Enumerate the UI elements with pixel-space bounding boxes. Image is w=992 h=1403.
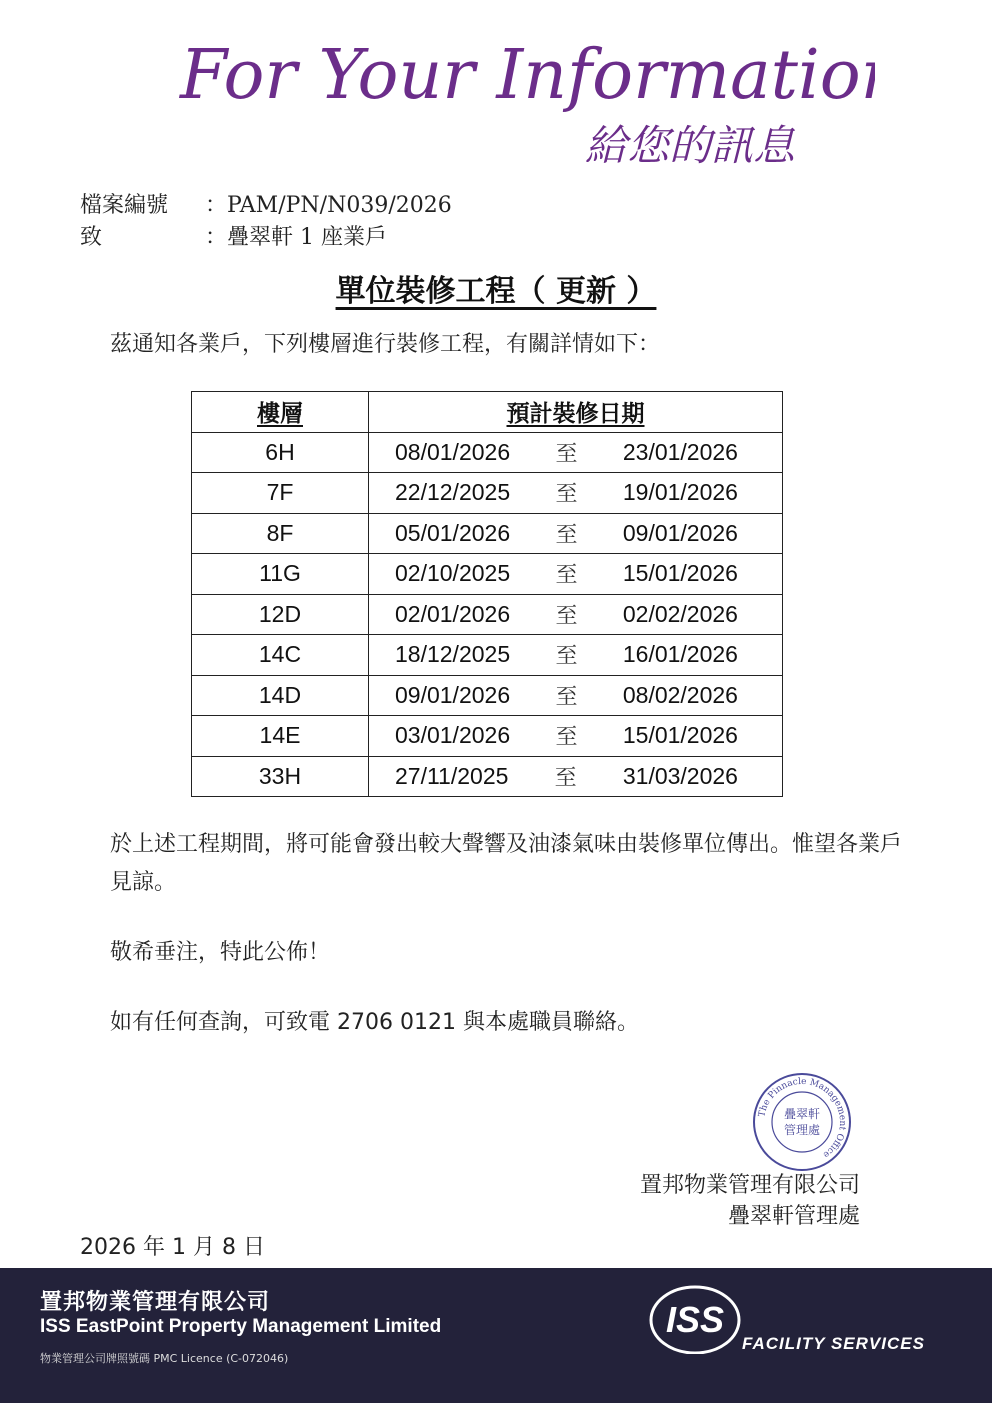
to-word: 至 xyxy=(555,563,578,589)
iss-brand-text: ISS xyxy=(665,1299,725,1340)
table-row xyxy=(192,432,783,473)
table-row xyxy=(192,716,783,757)
table-row xyxy=(192,635,783,676)
table-header-row xyxy=(192,392,783,433)
header-dates: 預計裝修日期 xyxy=(369,392,783,433)
seal-center-line1: 疊翠軒 xyxy=(783,1107,821,1121)
table-row xyxy=(192,594,783,635)
footer-company-en: ISS EastPoint Property Management Limited xyxy=(40,1316,442,1337)
ref-row xyxy=(80,190,452,222)
header-floor: 樓層 xyxy=(192,392,369,433)
table-row xyxy=(192,473,783,514)
date-range-cell xyxy=(369,554,783,595)
date-range-cell xyxy=(369,756,783,797)
table-row xyxy=(192,756,783,797)
start-date: 02/10/2025 xyxy=(395,560,511,587)
seal-ring-text: The Pinnacle Management Office xyxy=(757,1076,848,1160)
end-date: 16/01/2026 xyxy=(622,641,738,668)
floor-cell: 11G xyxy=(192,554,369,595)
renovation-schedule-table xyxy=(191,391,783,797)
floor-cell: 14C xyxy=(192,635,369,676)
attention-paragraph: 敬希垂注，特此公佈！ xyxy=(110,940,331,965)
to-word: 至 xyxy=(555,684,578,710)
start-date: 27/11/2025 xyxy=(395,762,509,789)
table-body xyxy=(192,432,783,797)
end-date: 15/01/2026 xyxy=(622,722,738,749)
ref-value: ：PAM/PN/N039/2026 xyxy=(205,193,452,218)
start-date: 02/01/2026 xyxy=(395,600,511,627)
start-date: 08/01/2026 xyxy=(395,438,511,465)
iss-logo-icon xyxy=(648,1282,743,1354)
floor-cell: 6H xyxy=(192,432,369,473)
to-value: ：疊翠軒 1 座業戶 xyxy=(205,225,387,250)
end-date: 15/01/2026 xyxy=(622,560,738,587)
table-row xyxy=(192,675,783,716)
floor-cell: 14D xyxy=(192,675,369,716)
to-word: 至 xyxy=(555,725,578,751)
enquiry-paragraph: 如有任何查詢，可致電 2706 0121 與本處職員聯絡。 xyxy=(110,1010,639,1035)
floor-cell: 33H xyxy=(192,756,369,797)
to-word: 至 xyxy=(555,522,578,548)
end-date: 23/01/2026 xyxy=(622,438,738,465)
to-row xyxy=(80,222,452,254)
signature-block xyxy=(640,1170,860,1232)
to-word: 至 xyxy=(555,603,578,629)
floor-cell: 7F xyxy=(192,473,369,514)
date-range-cell xyxy=(369,513,783,554)
for-your-information-logo xyxy=(175,18,875,173)
to-word: 至 xyxy=(555,644,578,670)
intro-text: 茲通知各業戶，下列樓層進行裝修工程，有關詳情如下： xyxy=(110,332,661,357)
floor-cell: 12D xyxy=(192,594,369,635)
to-label: 致 xyxy=(80,225,103,250)
start-date: 22/12/2025 xyxy=(395,479,511,506)
to-word: 至 xyxy=(555,482,578,508)
signature-office: 疊翠軒管理處 xyxy=(727,1204,860,1229)
start-date: 18/12/2025 xyxy=(395,641,511,668)
issue-date: 2026 年 1 月 8 日 xyxy=(80,1235,265,1260)
date-range-cell xyxy=(369,473,783,514)
seal-center-line2: 管理處 xyxy=(783,1123,821,1137)
facility-services-text: FACILITY SERVICES xyxy=(742,1334,925,1353)
end-date: 19/01/2026 xyxy=(622,479,738,506)
start-date: 05/01/2026 xyxy=(395,519,511,546)
end-date: 02/02/2026 xyxy=(622,600,738,627)
signature-company: 置邦物業管理有限公司 xyxy=(639,1173,860,1198)
logo-cn-text: 給您的訊息 xyxy=(585,121,796,170)
to-word: 至 xyxy=(555,441,578,467)
management-office-seal xyxy=(752,1072,852,1172)
logo-en-text: For Your Information xyxy=(180,36,875,115)
date-range-cell xyxy=(369,594,783,635)
notice-paragraph: 於上述工程期間，將可能會發出較大聲響及油漆氣味由裝修單位傳出。惟望各業戶見諒。 xyxy=(110,832,903,895)
ref-label: 檔案編號 xyxy=(80,193,169,218)
date-range-cell xyxy=(369,432,783,473)
page-title: 單位裝修工程（ 更新 ） xyxy=(335,274,657,309)
end-date: 08/02/2026 xyxy=(622,681,738,708)
table-row xyxy=(192,554,783,595)
footer-company-cn: 置邦物業管理有限公司 xyxy=(40,1290,271,1315)
date-range-cell xyxy=(369,675,783,716)
footer-licence: 物業管理公司牌照號碼 PMC Licence (C-072046) xyxy=(40,1352,289,1365)
footer-bar xyxy=(0,1268,992,1403)
to-word: 至 xyxy=(554,765,577,791)
date-range-cell xyxy=(369,635,783,676)
end-date: 31/03/2026 xyxy=(622,762,738,789)
start-date: 09/01/2026 xyxy=(395,681,511,708)
floor-cell: 14E xyxy=(192,716,369,757)
document-meta xyxy=(80,190,452,254)
date-range-cell xyxy=(369,716,783,757)
table-row xyxy=(192,513,783,554)
start-date: 03/01/2026 xyxy=(395,722,511,749)
floor-cell: 8F xyxy=(192,513,369,554)
end-date: 09/01/2026 xyxy=(622,519,738,546)
